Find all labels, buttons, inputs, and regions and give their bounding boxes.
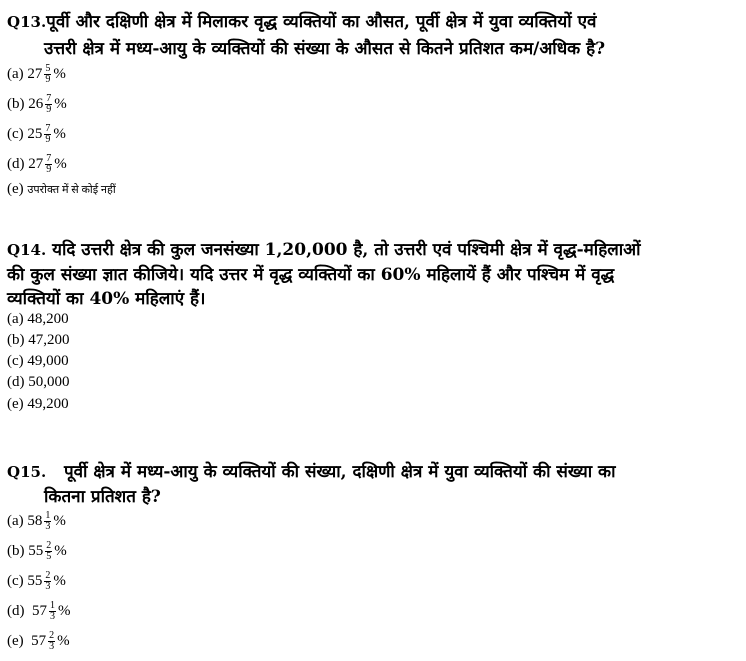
q13-option-c[interactable] xyxy=(7,124,66,145)
option-label: (a) xyxy=(7,512,24,529)
option-label: (a) xyxy=(7,311,24,327)
option-label: (d) xyxy=(7,155,25,172)
percent: % xyxy=(53,125,66,142)
percent: % xyxy=(53,512,66,529)
q13-option-e[interactable] xyxy=(7,181,116,198)
question-text: पूर्वी क्षेत्र में मध्य-आयु के व्यक्तियों की संख्या, दक्षिणी क्षेत्र में युवा व्यक्तियों की संख्या का xyxy=(63,462,616,482)
fraction xyxy=(44,64,51,85)
q15-option-e[interactable] xyxy=(7,631,70,652)
percent: % xyxy=(54,95,67,112)
denominator: 3 xyxy=(49,641,55,652)
denominator: 3 xyxy=(45,581,51,592)
option-label: (c) xyxy=(7,125,24,142)
option-text: उपरोक्त में से कोई नहीं xyxy=(27,184,116,196)
option-whole: 26 xyxy=(28,95,44,112)
option-whole: 25 xyxy=(27,125,43,142)
question-13-line-2: उत्तरी क्षेत्र में मध्य-आयु के व्यक्तियों की संख्या के औसत से कितने प्रतिशत कम/अधिक है? xyxy=(44,39,606,59)
numerator: 1 xyxy=(50,600,55,611)
q15-option-c[interactable] xyxy=(7,571,66,592)
question-13-line-1 xyxy=(7,9,596,32)
option-label: (d) xyxy=(7,602,25,619)
percent: % xyxy=(58,602,71,619)
option-whole: 27 xyxy=(28,155,44,172)
numerator: 2 xyxy=(46,540,52,551)
question-14-line-1 xyxy=(7,237,641,260)
numerator: 5 xyxy=(45,63,51,74)
numerator: 7 xyxy=(46,93,52,104)
question-14-line-2: की कुल संख्या ज्ञात कीजिये। यदि उत्तर में वृद्ध व्यक्तियों का 60% महिलायें हैं और पश्चिम में वृद्ध xyxy=(7,265,615,285)
q15-option-a[interactable] xyxy=(7,511,66,532)
denominator: 5 xyxy=(46,551,52,562)
fraction xyxy=(44,571,51,592)
q14-option-c[interactable] xyxy=(7,353,69,370)
numerator: 2 xyxy=(49,630,55,641)
question-14-line-3: व्यक्तियों का 40% महिलाएं हैं। xyxy=(7,289,206,309)
fraction xyxy=(49,601,56,622)
denominator: 3 xyxy=(50,611,55,622)
q15-option-d[interactable] xyxy=(7,601,71,622)
option-text: 47,200 xyxy=(28,332,70,348)
option-label: (b) xyxy=(7,95,25,112)
question-15-line-2: कितना प्रतिशत है? xyxy=(44,487,161,507)
q13-option-b[interactable] xyxy=(7,94,67,115)
q14-option-d[interactable] xyxy=(7,374,70,391)
percent: % xyxy=(57,632,70,649)
denominator: 9 xyxy=(45,134,51,145)
option-label: (d) xyxy=(7,374,25,390)
question-number: Q14. xyxy=(7,241,47,259)
question-15-line-1 xyxy=(7,459,615,482)
q14-option-a[interactable] xyxy=(7,311,69,328)
option-whole: 57 xyxy=(31,632,47,649)
option-label: (e) xyxy=(7,632,24,649)
question-number: Q13. xyxy=(7,13,47,31)
percent: % xyxy=(54,155,67,172)
numerator: 1 xyxy=(45,510,51,521)
option-text: 50,000 xyxy=(28,374,70,390)
fraction xyxy=(45,94,52,115)
question-text: पूर्वी और दक्षिणी क्षेत्र में मिलाकर वृद्ध व्यक्तियों का औसत, पूर्वी क्षेत्र में युवा व्यक्तियों एवं xyxy=(46,12,597,32)
numerator: 7 xyxy=(45,123,51,134)
option-whole: 55 xyxy=(28,542,44,559)
numerator: 7 xyxy=(46,153,52,164)
percent: % xyxy=(53,572,66,589)
q13-option-a[interactable] xyxy=(7,64,66,85)
percent: % xyxy=(54,542,67,559)
option-label: (c) xyxy=(7,572,24,589)
option-label: (a) xyxy=(7,65,24,82)
fraction xyxy=(44,124,51,145)
q13-option-d[interactable] xyxy=(7,154,67,175)
q14-option-b[interactable] xyxy=(7,332,70,349)
option-label: (e) xyxy=(7,181,24,197)
option-whole: 55 xyxy=(27,572,43,589)
question-number: Q15. xyxy=(7,463,47,481)
option-whole: 58 xyxy=(27,512,43,529)
fraction xyxy=(44,511,51,532)
denominator: 3 xyxy=(45,521,51,532)
option-label: (b) xyxy=(7,542,25,559)
option-text: 48,200 xyxy=(27,311,69,327)
option-label: (c) xyxy=(7,353,24,369)
question-text: यदि उत्तरी क्षेत्र की कुल जनसंख्या 1,20,000 है, तो उत्तरी एवं पश्चिमी क्षेत्र में वृद्ध-महिलाओं xyxy=(52,240,641,260)
q15-option-b[interactable] xyxy=(7,541,67,562)
percent: % xyxy=(53,65,66,82)
fraction xyxy=(45,154,52,175)
option-text: 49,000 xyxy=(27,353,69,369)
option-whole: 57 xyxy=(32,602,47,619)
denominator: 9 xyxy=(46,164,52,175)
option-label: (b) xyxy=(7,332,25,348)
denominator: 9 xyxy=(45,74,51,85)
option-text: 49,200 xyxy=(27,396,69,412)
numerator: 2 xyxy=(45,570,51,581)
fraction xyxy=(48,631,55,652)
fraction xyxy=(45,541,52,562)
option-whole: 27 xyxy=(27,65,43,82)
q14-option-e[interactable] xyxy=(7,396,69,413)
denominator: 9 xyxy=(46,104,52,115)
option-label: (e) xyxy=(7,396,24,412)
